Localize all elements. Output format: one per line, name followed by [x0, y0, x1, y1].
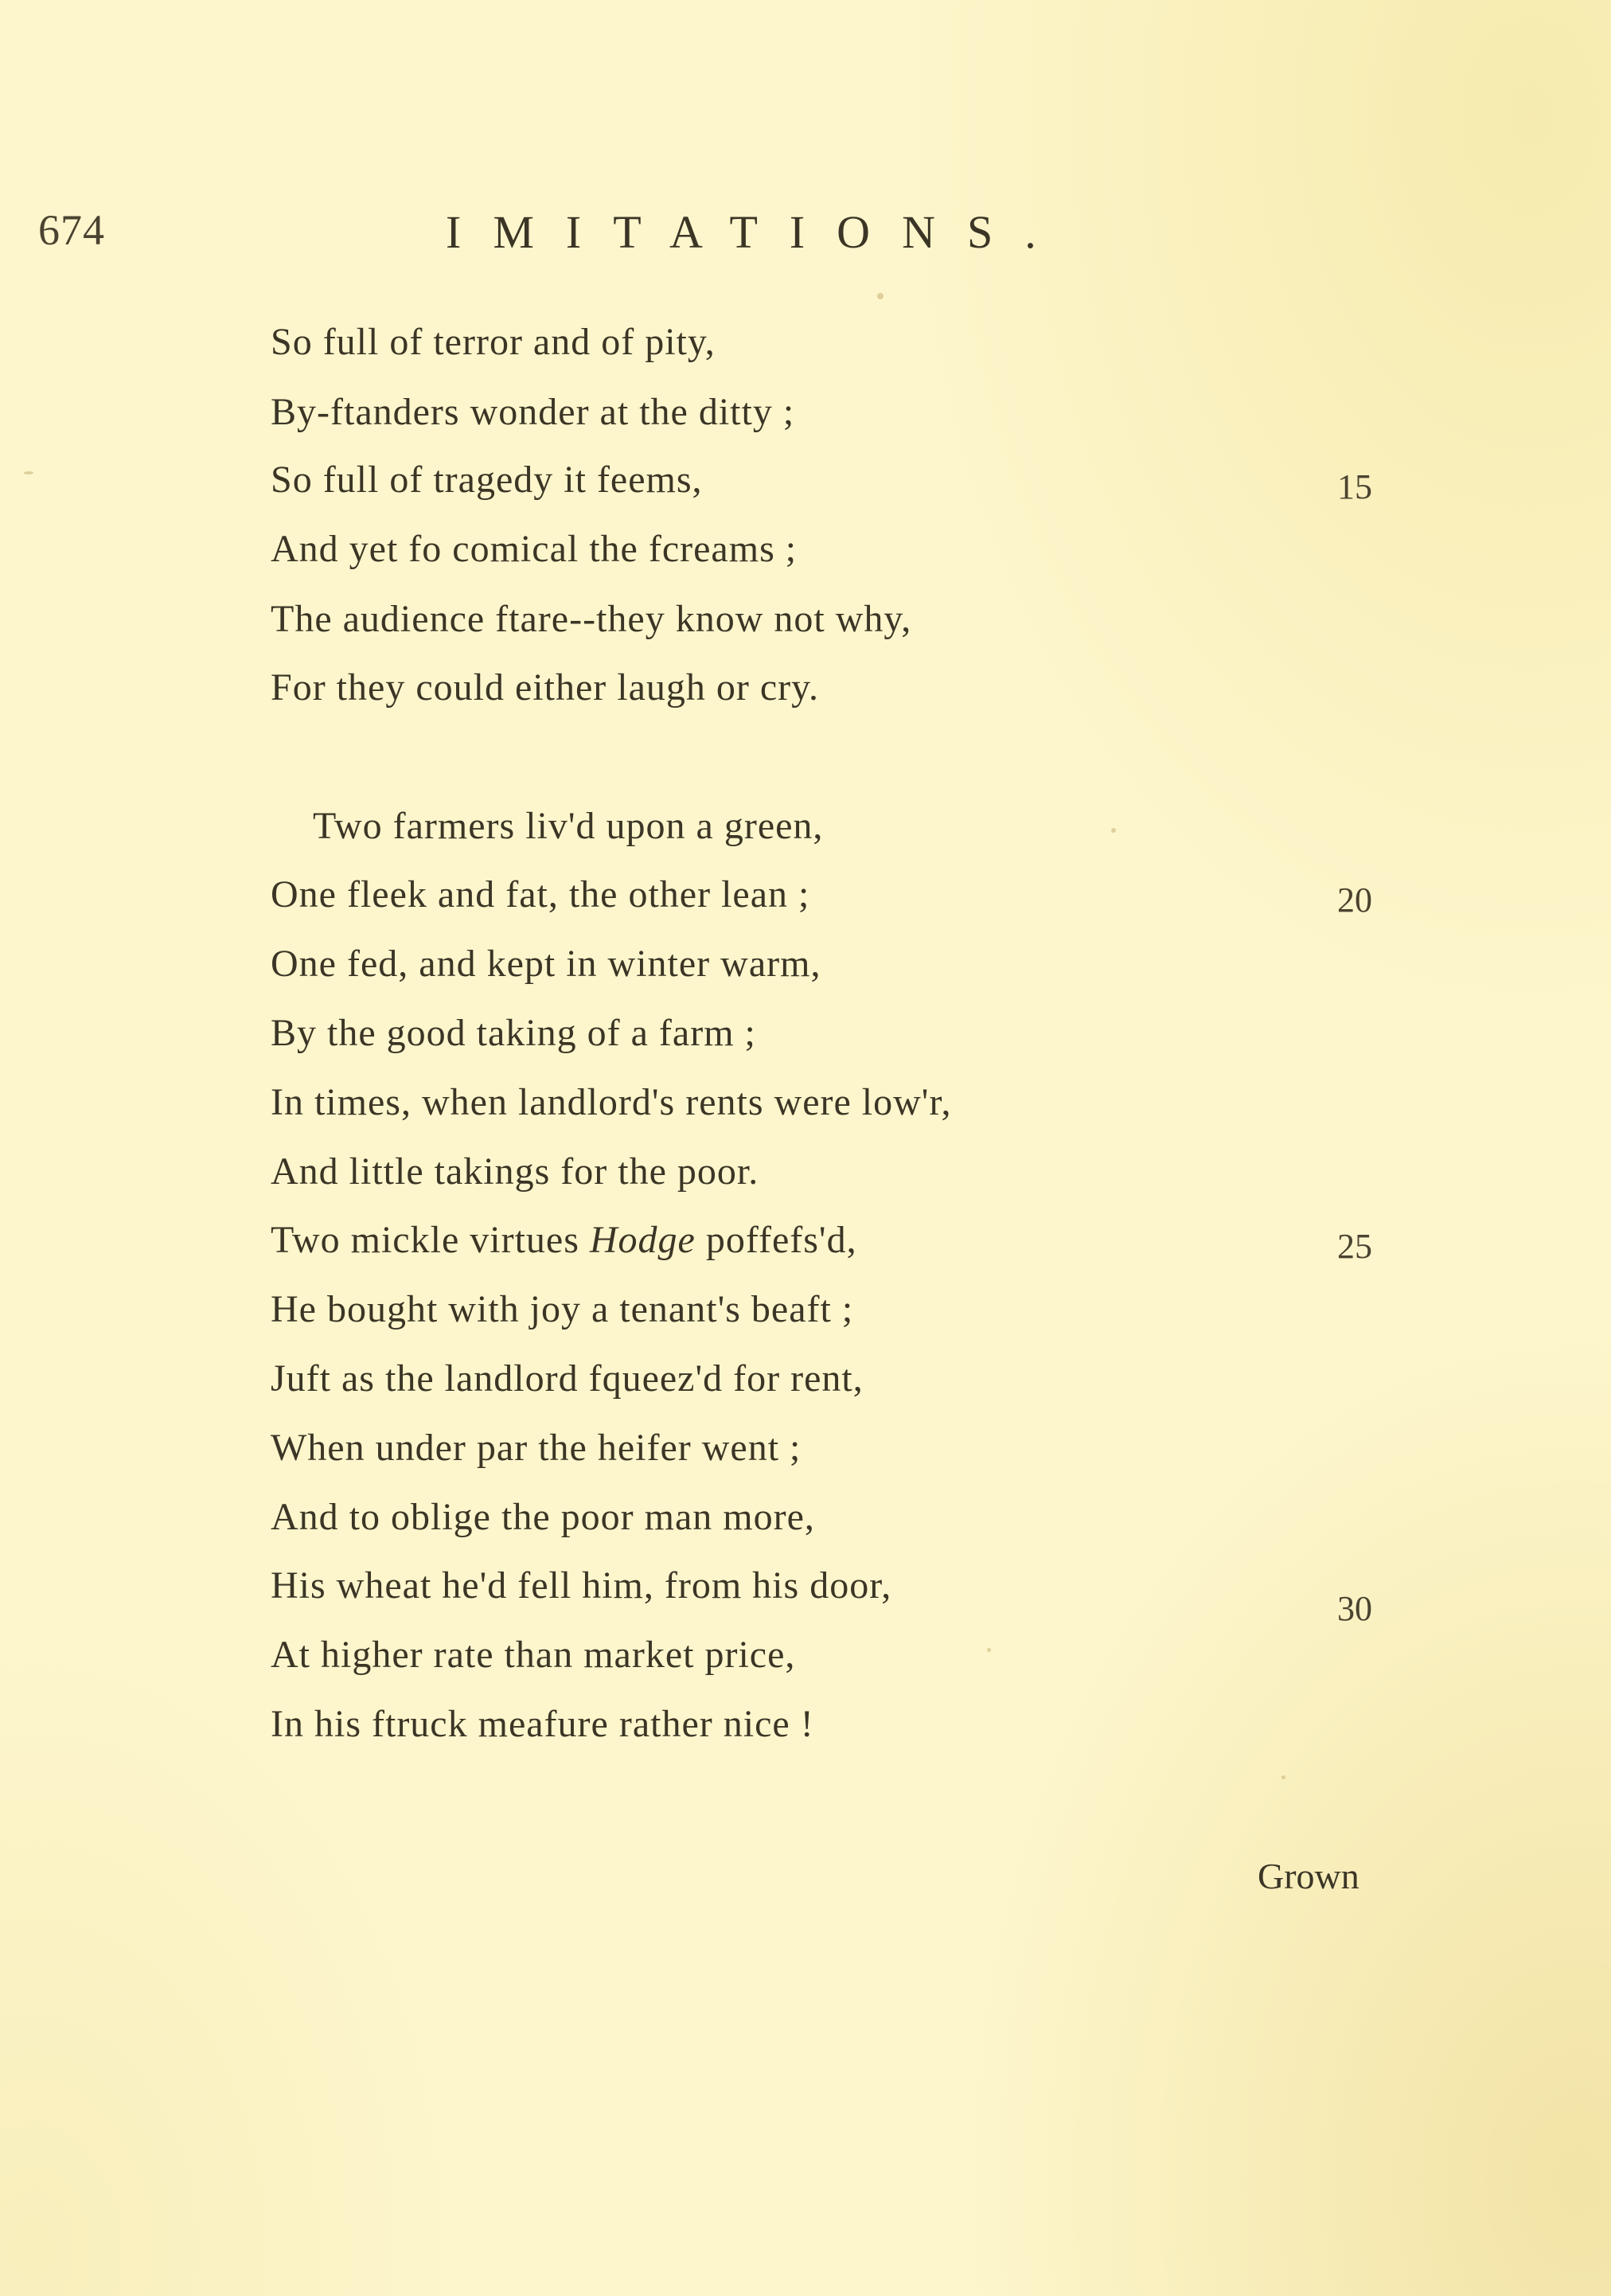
poem-line: So full of tragedy it feems,	[271, 459, 703, 501]
poem-line: In his ftruck meafure rather nice !	[271, 1703, 814, 1745]
poem-line: So full of terror and of pity,	[271, 321, 716, 363]
italic-name: Hodge	[589, 1219, 696, 1261]
poem-line: And little takings for the poor.	[271, 1150, 759, 1193]
paper-speck	[1111, 828, 1116, 833]
poem-line: His wheat he'd fell him, from his door,	[271, 1564, 892, 1607]
poem-line: Juft as the landlord fqueez'd for rent,	[271, 1357, 864, 1400]
paper-speck	[1281, 1775, 1285, 1779]
poem-line: By the good taking of a farm ;	[271, 1012, 756, 1054]
running-head: IMITATIONS.	[446, 206, 1068, 258]
poem-line: One fleek and fat, the other lean ;	[271, 873, 810, 916]
poem-line: By-ftanders wonder at the ditty ;	[271, 391, 795, 433]
page-number: 674	[38, 206, 105, 254]
line-number: 25	[1337, 1227, 1372, 1266]
poem-line: For they could either laugh or cry.	[271, 666, 820, 709]
catchword: Grown	[1258, 1856, 1359, 1896]
poem-line-text: Two mickle virtues	[271, 1219, 590, 1261]
poem-line: One fed, and kept in winter warm,	[271, 943, 821, 985]
paper-speck	[877, 293, 884, 299]
poem-line: When under par the heifer went ;	[271, 1427, 802, 1469]
poem-line: In times, when landlord's rents were low'r,	[271, 1081, 952, 1123]
line-number: 30	[1337, 1589, 1372, 1628]
paper-speck	[24, 471, 33, 474]
poem-line: Two farmers liv'd upon a green,	[313, 805, 824, 847]
poem-line: And to oblige the poor man more,	[271, 1496, 815, 1538]
line-number: 20	[1337, 881, 1372, 920]
poem-line-text: poffefs'd,	[695, 1219, 857, 1261]
poem-line: He bought with joy a tenant's beaft ;	[271, 1288, 854, 1330]
poem-line-hodge	[271, 1218, 857, 1262]
paper-speck	[987, 1648, 991, 1652]
poem-line: At higher rate than market price,	[271, 1634, 796, 1676]
poem-line: The audience ftare--they know not why,	[271, 598, 912, 640]
line-number: 15	[1337, 467, 1372, 506]
poem-line: And yet fo comical the fcreams ;	[271, 528, 798, 570]
